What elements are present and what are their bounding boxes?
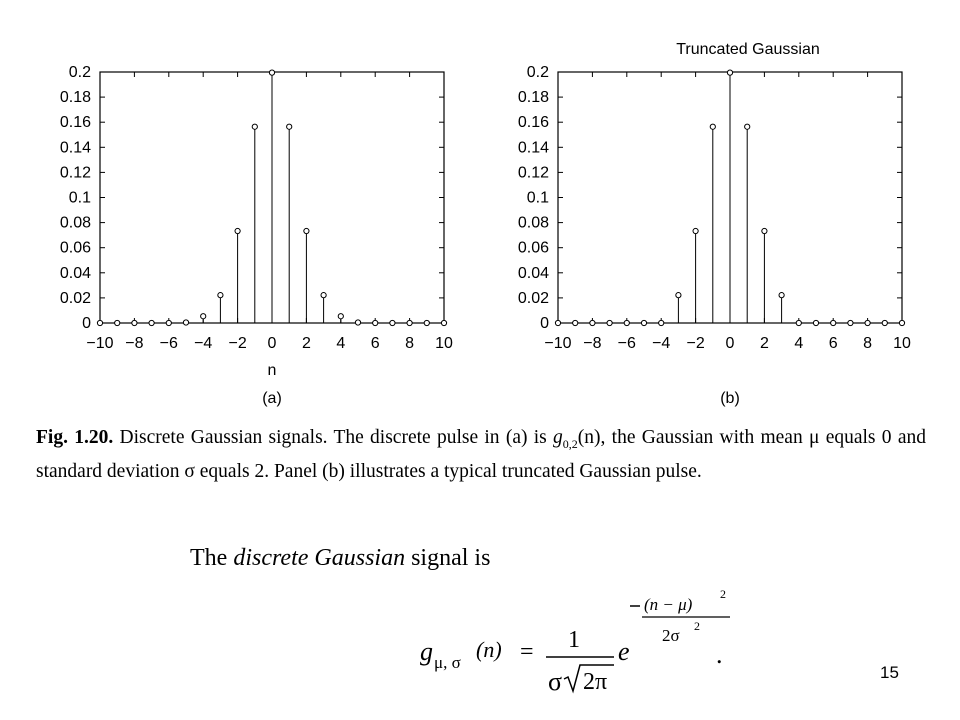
y-tick-label: 0.18: [517, 89, 549, 107]
stem-marker: [287, 124, 292, 129]
x-tick-label: 4: [336, 335, 346, 352]
gaussian-formula: [400, 585, 760, 705]
y-tick-label: 0.1: [68, 189, 91, 207]
x-tick-label: −6: [159, 335, 178, 352]
stem-marker: [115, 320, 120, 325]
y-tick-label: 0.2: [68, 64, 91, 81]
stem-marker: [590, 320, 595, 325]
y-tick-label: 0.08: [517, 214, 549, 232]
formula-period: .: [716, 640, 723, 669]
stem-marker: [338, 314, 343, 319]
formula-den-sigma: σ: [548, 667, 563, 696]
stem-plot-b: [518, 41, 911, 407]
caption-text-1: Discrete Gaussian signals. The discrete pulse in (a) is: [113, 427, 554, 448]
x-tick-label: 0: [267, 335, 277, 352]
stem-marker: [779, 293, 784, 298]
y-tick-label: 0.12: [517, 164, 549, 182]
exponent-denominator-power: 2: [694, 619, 700, 633]
caption-mu: μ: [808, 427, 820, 448]
x-axis-label: n: [267, 362, 277, 379]
stem-marker: [373, 320, 378, 325]
x-tick-label: −2: [686, 335, 705, 352]
page-number: 15: [880, 663, 899, 682]
stem-marker: [321, 293, 326, 298]
intro-before: The: [190, 545, 234, 571]
stem-marker: [252, 124, 257, 129]
stem-marker: [218, 293, 223, 298]
y-tick-label: 0.04: [517, 264, 549, 282]
x-tick-label: 8: [405, 335, 415, 352]
formula-argument: (n): [476, 637, 502, 662]
y-tick-label: 0.18: [59, 89, 91, 107]
stem-marker: [710, 124, 715, 129]
stem-marker: [813, 320, 818, 325]
formula-numerator: 1: [568, 627, 580, 653]
y-tick-label: 0.06: [517, 239, 549, 257]
stem-marker: [848, 320, 853, 325]
caption-g-subscript: 0,2: [562, 436, 578, 451]
stem-marker: [899, 320, 904, 325]
stem-marker: [762, 228, 767, 233]
y-tick-label: 0.14: [517, 139, 549, 157]
y-tick-label: 0.16: [517, 114, 549, 132]
intro-sentence: [190, 545, 490, 572]
stem-marker: [235, 228, 240, 233]
formula-e: e: [618, 637, 630, 666]
stem-marker: [132, 320, 137, 325]
x-tick-label: −10: [544, 335, 572, 352]
caption-g-symbol: g: [553, 427, 563, 448]
y-tick-label: 0.2: [526, 64, 549, 81]
x-tick-label: 10: [893, 335, 911, 352]
stem-marker: [693, 228, 698, 233]
stem-marker: [441, 320, 446, 325]
exponent-numerator: (n − μ): [644, 595, 693, 614]
exponent-numerator-power: 2: [720, 587, 726, 601]
intro-emphasis: discrete Gaussian: [233, 545, 406, 571]
x-tick-label: −2: [228, 335, 247, 352]
caption-g-arg: (n): [577, 427, 601, 448]
x-tick-label: 2: [301, 335, 311, 352]
caption-sigma: σ: [184, 460, 195, 482]
y-tick-label: 0.02: [517, 289, 549, 307]
x-tick-label: −4: [194, 335, 213, 352]
x-tick-label: 2: [759, 335, 769, 352]
formula-den-two-pi: 2π: [583, 669, 608, 695]
stem-marker: [882, 320, 887, 325]
stem-marker: [166, 320, 171, 325]
stem-marker: [659, 320, 664, 325]
y-tick-label: 0: [82, 315, 91, 332]
stem-marker: [641, 320, 646, 325]
y-tick-label: 0.14: [59, 139, 91, 157]
formula-equals: =: [520, 639, 534, 665]
stem-marker: [355, 320, 360, 325]
y-tick-label: 0.12: [59, 164, 91, 182]
x-tick-label: −4: [652, 335, 671, 352]
stem-marker: [183, 320, 188, 325]
figure-caption: [36, 424, 926, 486]
stem-marker: [865, 320, 870, 325]
formula-g: g: [420, 637, 433, 666]
y-tick-label: 0: [540, 315, 549, 332]
stem-marker: [149, 320, 154, 325]
y-tick-label: 0.02: [59, 289, 91, 307]
stem-marker: [727, 70, 732, 75]
panel-label: (b): [720, 390, 740, 407]
stem-marker: [97, 320, 102, 325]
stem-marker: [269, 70, 274, 75]
x-tick-label: −6: [617, 335, 636, 352]
stem-marker: [796, 320, 801, 325]
x-tick-label: 6: [828, 335, 838, 352]
intro-after: signal is: [405, 545, 491, 571]
stem-marker: [624, 320, 629, 325]
stem-marker: [573, 320, 578, 325]
x-tick-label: 10: [435, 335, 453, 352]
y-tick-label: 0.1: [526, 189, 549, 207]
caption-text-3: equals 0 and standard deviation: [36, 427, 926, 482]
stem-marker: [407, 320, 412, 325]
stem-plot-a: [60, 64, 453, 407]
stem-marker: [555, 320, 560, 325]
formula-subscript: μ, σ: [434, 653, 461, 672]
y-tick-label: 0.04: [59, 264, 91, 282]
y-tick-label: 0.06: [59, 239, 91, 257]
x-tick-label: −10: [86, 335, 114, 352]
caption-text-4: equals 2. Panel (b) illustrates a typical truncated Gaussian pulse.: [194, 460, 702, 482]
x-tick-label: 6: [370, 335, 380, 352]
caption-lead: Fig. 1.20.: [36, 427, 114, 448]
chart-title: Truncated Gaussian: [676, 41, 820, 58]
stem-marker: [304, 228, 309, 233]
stem-marker: [676, 293, 681, 298]
stem-marker: [745, 124, 750, 129]
x-tick-label: 8: [863, 335, 873, 352]
stem-marker: [831, 320, 836, 325]
stem-marker: [607, 320, 612, 325]
x-tick-label: −8: [125, 335, 144, 352]
caption-text-2: , the Gaussian with mean: [600, 427, 809, 448]
x-tick-label: 4: [794, 335, 804, 352]
stem-marker: [201, 314, 206, 319]
y-tick-label: 0.16: [59, 114, 91, 132]
y-tick-label: 0.08: [59, 214, 91, 232]
stem-marker: [390, 320, 395, 325]
panel-label: (a): [262, 390, 282, 407]
stem-marker: [424, 320, 429, 325]
x-tick-label: 0: [725, 335, 735, 352]
exponent-denominator: 2σ: [662, 626, 680, 645]
x-tick-label: −8: [583, 335, 602, 352]
